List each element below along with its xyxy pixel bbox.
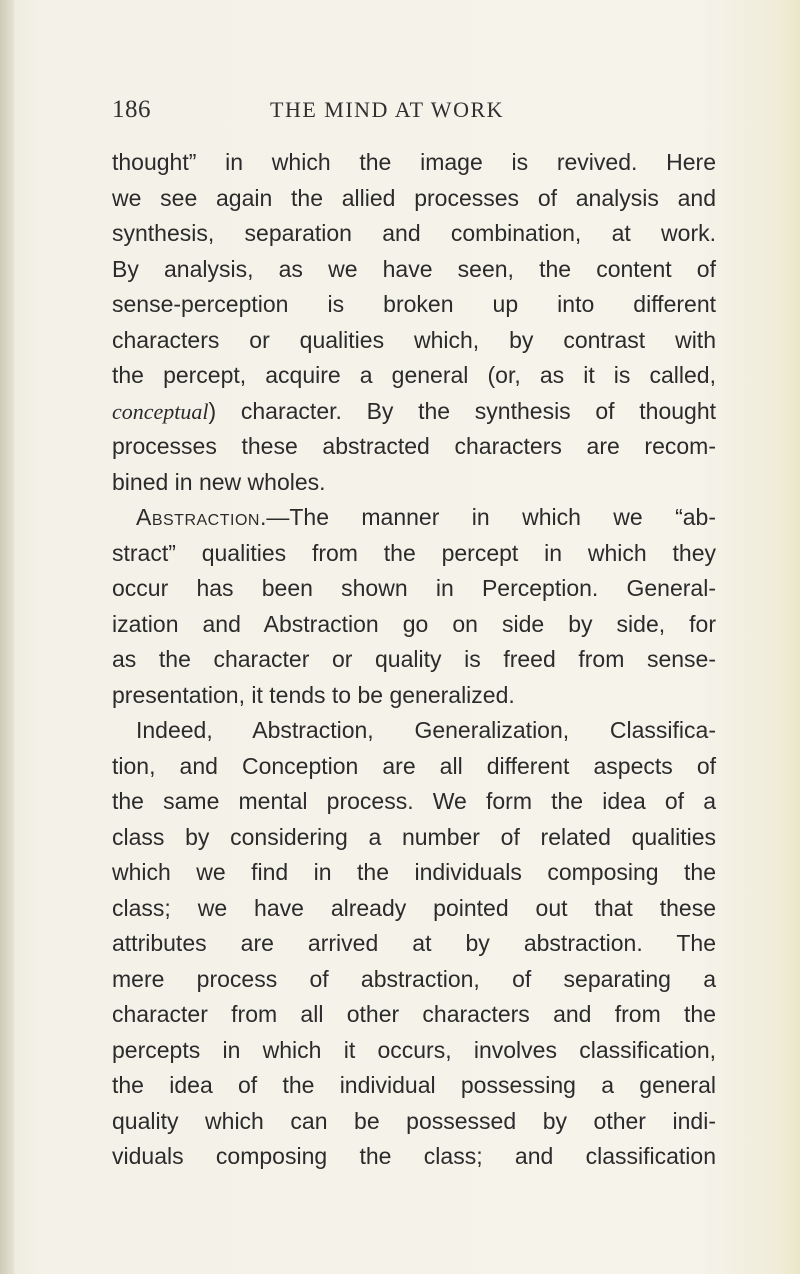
text-line: attributes are arrived at by abstraction. The [112,930,716,956]
page-number: 186 [112,96,151,123]
text-line: characters or qualities which, by contrast with [112,326,716,353]
text-line: tion, and Conception are all different aspects of [112,752,716,779]
text-line: class; we have already pointed out that these [112,894,716,921]
gutter-shadow [0,0,14,1274]
text-line: bined in new wholes. [112,468,326,495]
text-line: By analysis, as we have seen, the content of [112,255,716,282]
section-heading: Abstraction [136,504,260,530]
text-line: as the character or quality is freed from sense- [112,646,716,672]
text-line: thought” in which the image is revived. Here [112,149,716,175]
text-run: .—The manner in which we “ab- [259,504,716,530]
text-line: Indeed, Abstraction, Generalization, Classifica- [136,717,716,743]
text-line: the same mental process. We form the idea of a [112,788,716,814]
body-text [112,145,716,1175]
text-line: processes these abstracted characters are recom- [112,433,716,459]
text-line: mere process of abstraction, of separating a [112,965,716,992]
text-line: class by considering a number of related qualities [112,823,716,850]
italic-term: conceptual [112,398,209,424]
text-line: ization and Abstraction go on side by side, for [112,610,716,637]
text-line: sense-perception is broken up into different [112,291,716,317]
text-line: we see again the allied processes of analysis and [112,184,716,211]
text-line: the percept, acquire a general (or, as it is called, [112,362,716,388]
text-line: presentation, it tends to be generalized. [112,681,515,708]
text-line: percepts in which it occurs, involves classification, [112,1036,716,1063]
text-line: viduals composing the class; and classification [112,1143,716,1169]
text-line: character from all other characters and from the [112,1001,716,1027]
text-line: quality which can be possessed by other indi- [112,1107,716,1134]
section-heading-line [112,500,716,536]
text-line: synthesis, separation and combination, at work. [112,220,716,246]
text-line: which we find in the individuals composing the [112,859,716,885]
page-header [112,96,712,126]
running-head: THE MIND AT WORK [270,97,505,122]
text-line: occur has been shown in Perception. General- [112,575,716,601]
text-line: stract” qualities from the percept in which they [112,539,716,566]
text-run: ) character. By the synthesis of thought [208,397,716,424]
text-line: the idea of the individual possessing a general [112,1072,716,1098]
text-line [112,394,716,430]
